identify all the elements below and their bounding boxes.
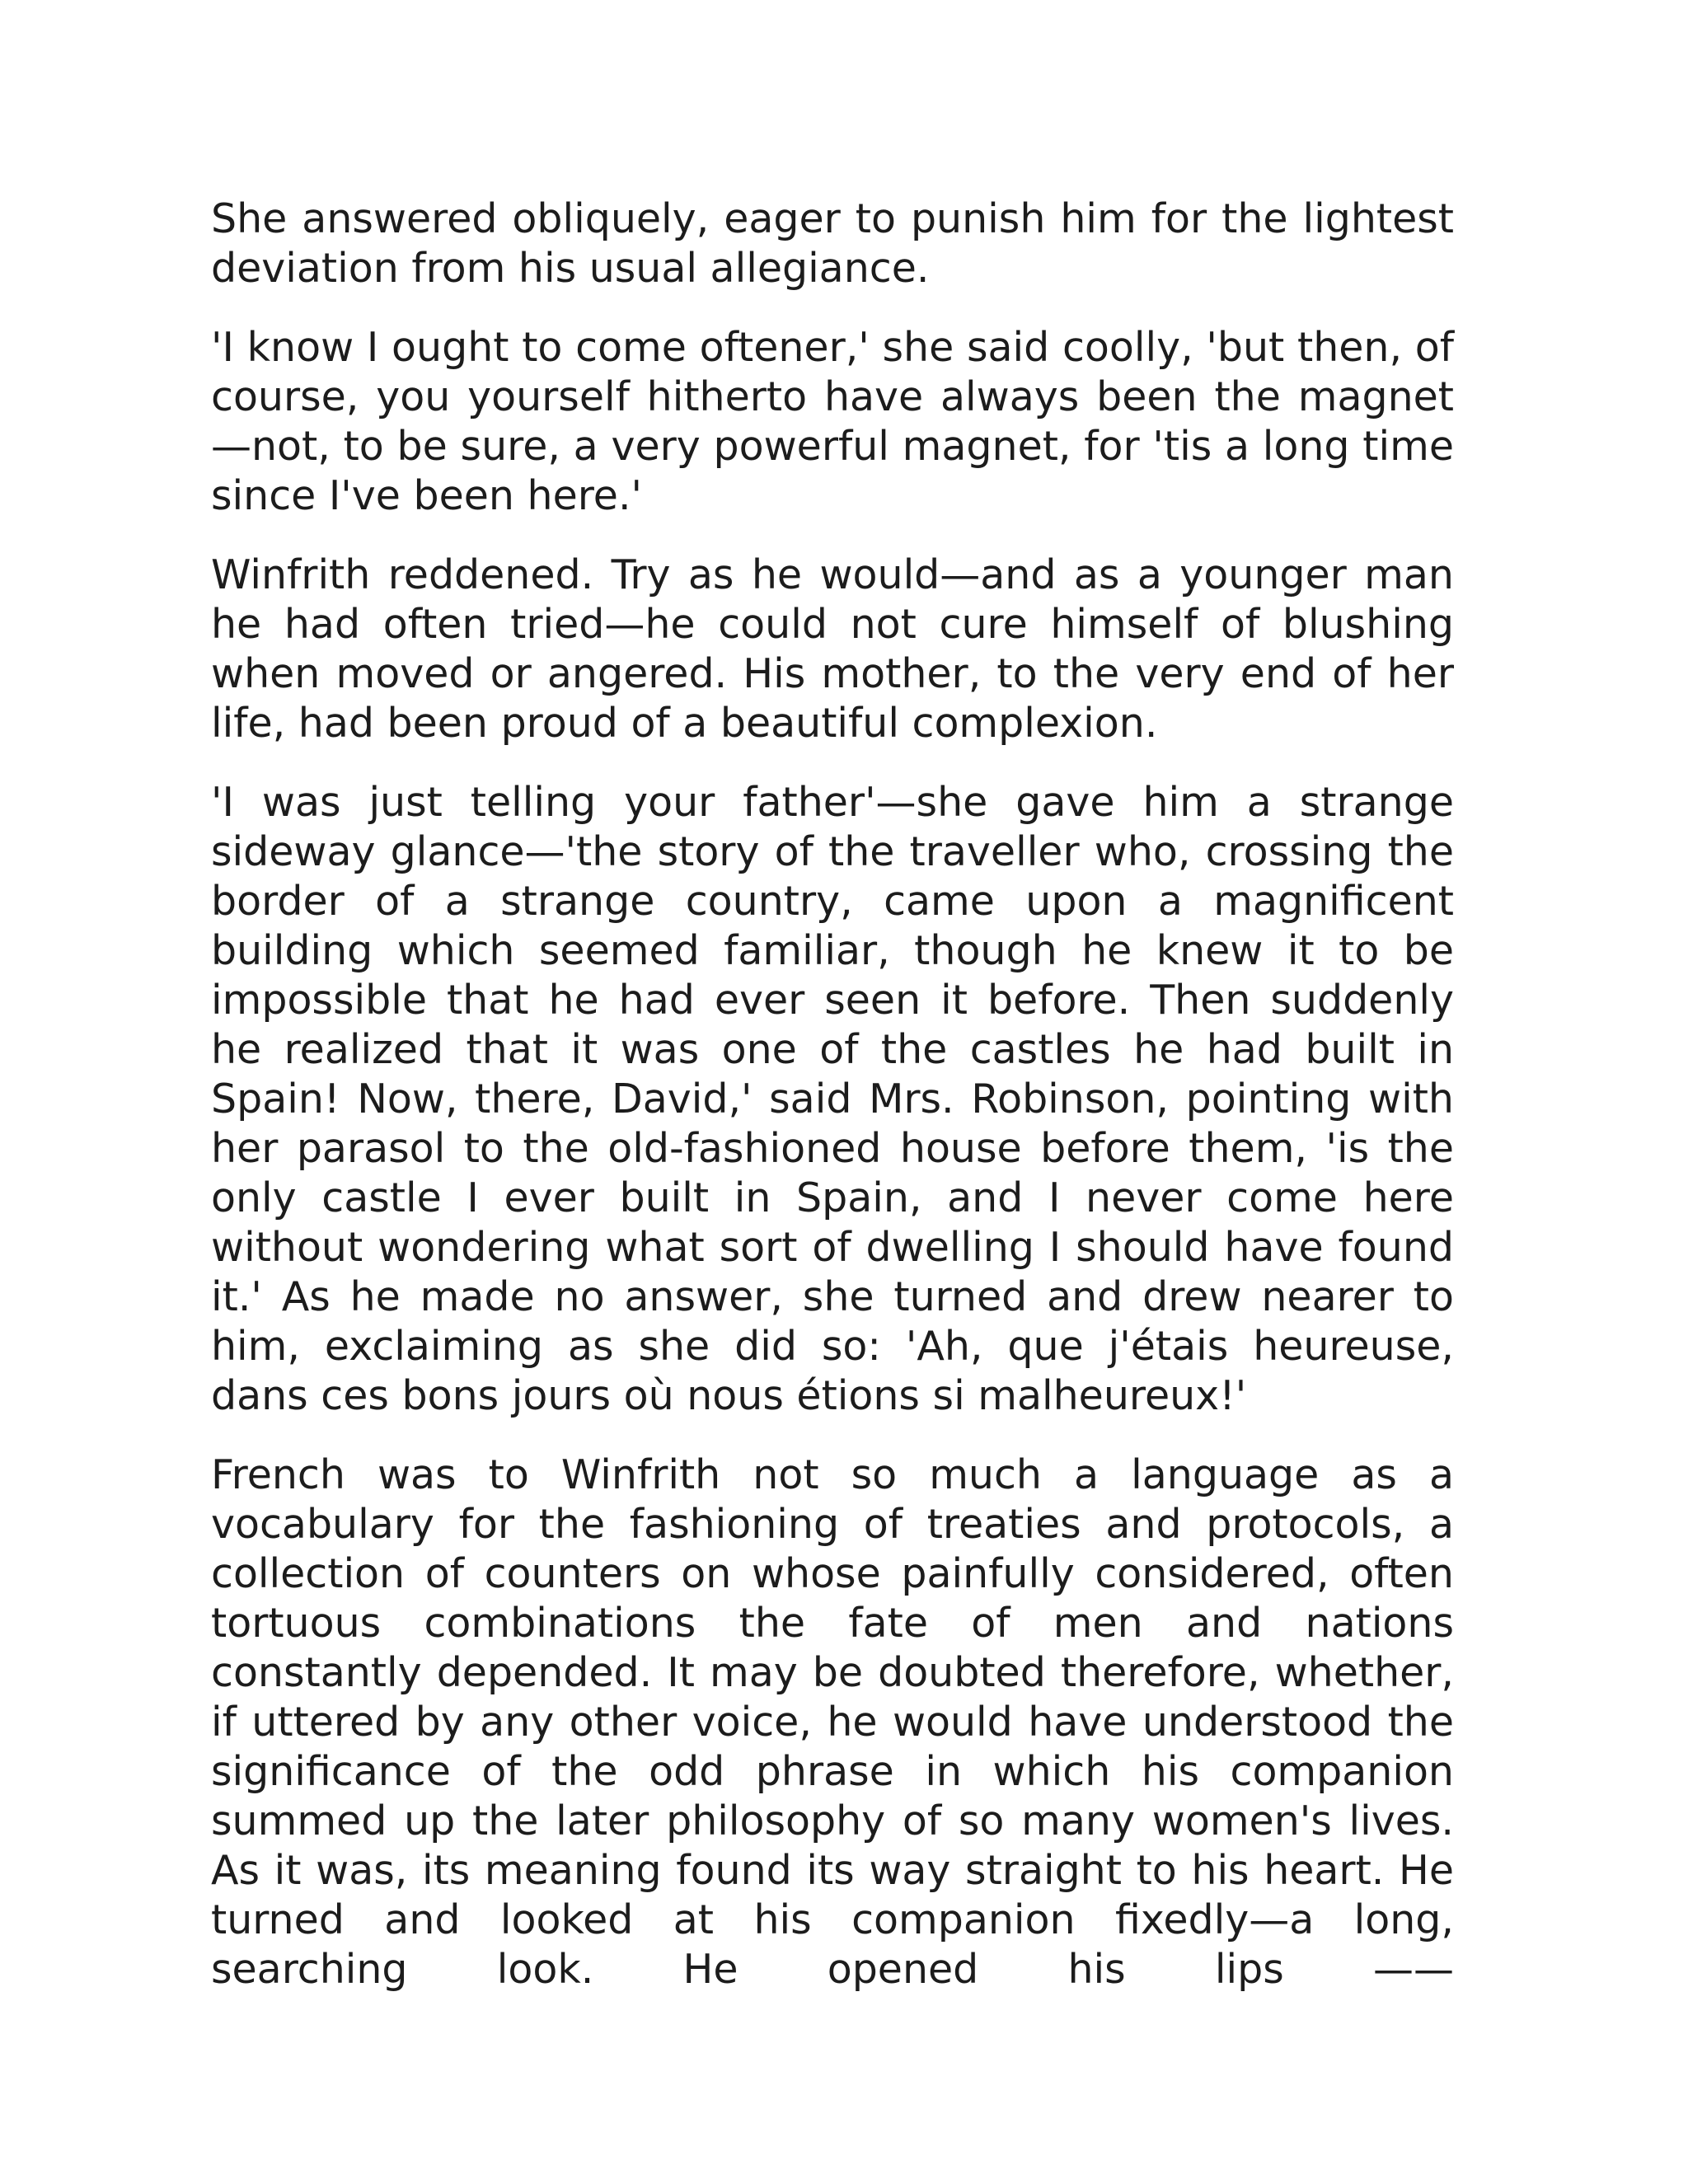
paragraph-3: Winfrith reddened. Try as he would—and as a younger man he had often tried—he could not cure himself of blushing when moved or angered. His mother, to the very end of her life, had been proud of a beautiful complexion. — [211, 551, 1454, 747]
paragraph-1: She answered obliquely, eager to punish him for the lightest deviation from his usual allegiance. — [211, 195, 1454, 292]
paragraph-2: 'I know I ought to come oftener,' she said coolly, 'but then, of course, you yourself hitherto have always been the magnet—not, to be sure, a very powerful magnet, for 'tis a long time since I've been here.' — [211, 324, 1454, 519]
paragraph-4: 'I was just telling your father'—she gave him a strange sideway glance—'the story of the traveller who, crossing the border of a strange country, came upon a magnificent building which seemed familiar, though he knew it to be impossible that he had ever seen it before. Then suddenly he realized that it was one of the castles he had built in Spain! Now, there, David,' said Mrs. Robinson, pointing with her parasol to the old-fashioned house before them, 'is the only castle I ever built in Spain, and I never come here without wondering what sort of dwelling I should have found it.' As he made no answer, she turned and drew nearer to him, exclaiming as she did so: 'Ah, que j'étais heureuse, dans ces bons jours où nous étions si malheureux!' — [211, 779, 1454, 1419]
paragraph-5: French was to Winfrith not so much a language as a vocabulary for the fashioning of treaties and protocols, a collection of counters on whose painfully considered, often tortuous combinations the fate of men and nations constantly depended. It may be doubted therefore, whether, if uttered by any other voice, he would have understood the significance of the odd phrase in which his companion summed up the later philosophy of so many women's lives. As it was, its meaning found its way straight to his heart. He turned and looked at his companion fixedly—a long, searching look. He opened his lips —— — [211, 1451, 1454, 1993]
page-text — [211, 194, 1454, 1994]
